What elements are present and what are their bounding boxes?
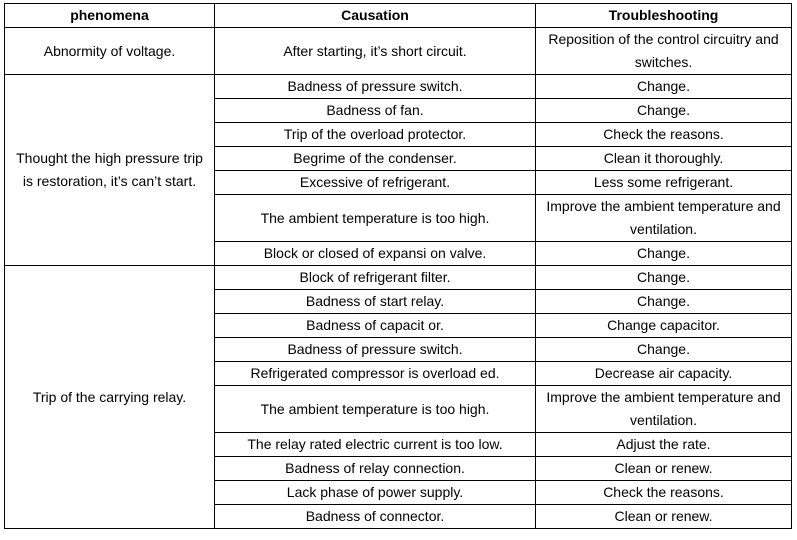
- table-row: [5, 75, 792, 99]
- causation-cell: Badness of fan.: [215, 99, 536, 123]
- troubleshooting-cell: Decrease air capacity.: [536, 362, 792, 386]
- causation-cell: Badness of capacit or.: [215, 314, 536, 338]
- table-row: [5, 28, 792, 75]
- troubleshooting-cell: Clean it thoroughly.: [536, 147, 792, 171]
- troubleshooting-cell: Change.: [536, 290, 792, 314]
- troubleshooting-table: [4, 3, 792, 529]
- troubleshooting-cell: Change.: [536, 266, 792, 290]
- troubleshooting-cell: Improve the ambient temperature and ventilation.: [536, 386, 792, 433]
- causation-cell: Lack phase of power supply.: [215, 481, 536, 505]
- troubleshooting-cell: Reposition of the control circuitry and switches.: [536, 28, 792, 75]
- table-row: [5, 266, 792, 290]
- causation-cell: Badness of connector.: [215, 505, 536, 529]
- troubleshooting-cell: Change.: [536, 242, 792, 266]
- causation-cell: Trip of the overload protector.: [215, 123, 536, 147]
- causation-cell: Badness of relay connection.: [215, 457, 536, 481]
- causation-cell: Badness of pressure switch.: [215, 75, 536, 99]
- causation-cell: The relay rated electric current is too low.: [215, 433, 536, 457]
- troubleshooting-cell: Less some refrigerant.: [536, 171, 792, 195]
- troubleshooting-cell: Check the reasons.: [536, 481, 792, 505]
- phenomena-cell: Trip of the carrying relay.: [5, 266, 215, 529]
- header-troubleshooting: Troubleshooting: [536, 4, 792, 28]
- causation-cell: Begrime of the condenser.: [215, 147, 536, 171]
- causation-cell: After starting, it’s short circuit.: [215, 28, 536, 75]
- troubleshooting-cell: Change.: [536, 99, 792, 123]
- causation-cell: Block or closed of expansi on valve.: [215, 242, 536, 266]
- troubleshooting-cell: Adjust the rate.: [536, 433, 792, 457]
- causation-cell: The ambient temperature is too high.: [215, 386, 536, 433]
- causation-cell: Badness of start relay.: [215, 290, 536, 314]
- phenomena-cell: Thought the high pressure trip is restoration, it’s can’t start.: [5, 75, 215, 266]
- troubleshooting-cell: Change.: [536, 75, 792, 99]
- causation-cell: The ambient temperature is too high.: [215, 195, 536, 242]
- causation-cell: Block of refrigerant filter.: [215, 266, 536, 290]
- troubleshooting-cell: Change.: [536, 338, 792, 362]
- troubleshooting-cell: Clean or renew.: [536, 505, 792, 529]
- header-row: [5, 4, 792, 28]
- header-causation: Causation: [215, 4, 536, 28]
- header-phenomena: phenomena: [5, 4, 215, 28]
- causation-cell: Refrigerated compressor is overload ed.: [215, 362, 536, 386]
- troubleshooting-cell: Clean or renew.: [536, 457, 792, 481]
- troubleshooting-cell: Check the reasons.: [536, 123, 792, 147]
- causation-cell: Badness of pressure switch.: [215, 338, 536, 362]
- troubleshooting-cell: Improve the ambient temperature and ventilation.: [536, 195, 792, 242]
- phenomena-cell: Abnormity of voltage.: [5, 28, 215, 75]
- causation-cell: Excessive of refrigerant.: [215, 171, 536, 195]
- troubleshooting-cell: Change capacitor.: [536, 314, 792, 338]
